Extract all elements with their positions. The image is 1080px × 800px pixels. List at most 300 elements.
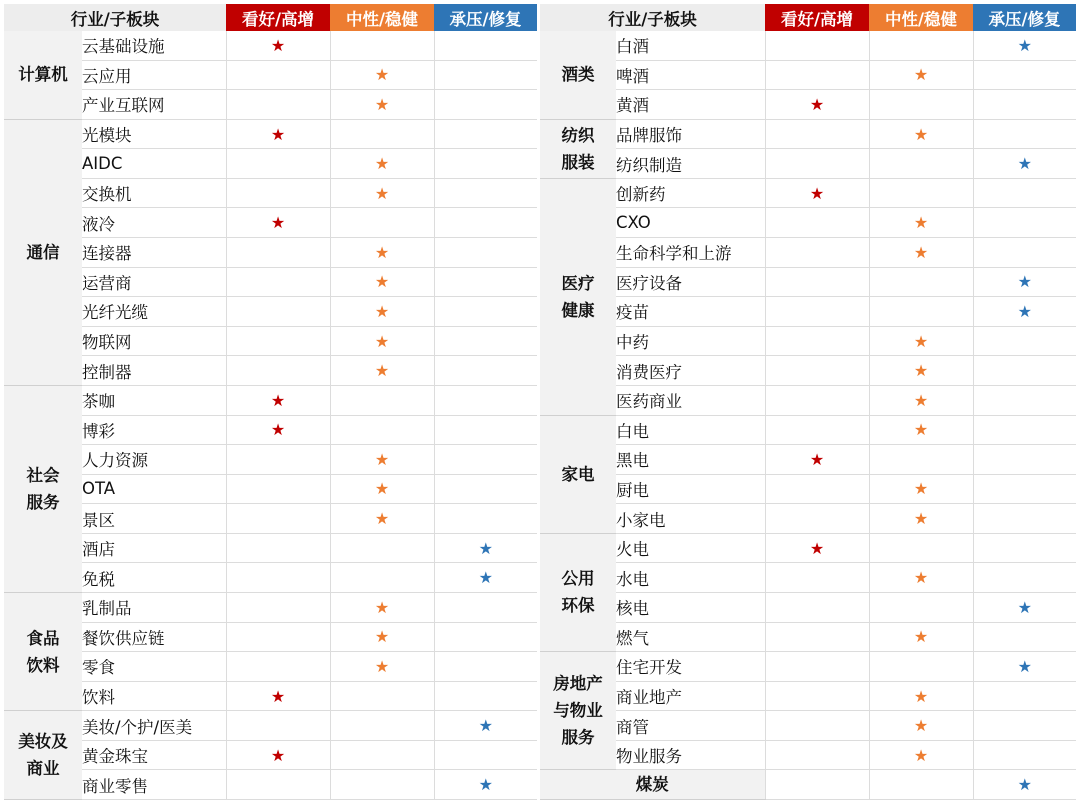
star-icon: ★ [374, 301, 390, 321]
rating-cell-neutral [869, 385, 973, 415]
table-row [540, 208, 1076, 238]
subsector-cell: 商管 [616, 711, 765, 741]
subsector-cell: 餐饮供应链 [82, 622, 226, 652]
rating-cell-bullish [226, 592, 330, 622]
rating-cell-neutral [330, 533, 434, 563]
rating-cell-neutral [869, 652, 973, 682]
star-icon: ★ [478, 716, 493, 736]
table-row [4, 652, 537, 682]
star-icon: ★ [1017, 154, 1032, 174]
rating-cell-bullish [765, 90, 869, 120]
rating-cell-neutral [330, 326, 434, 356]
rating-cell-bullish [765, 238, 869, 268]
star-icon: ★ [270, 686, 286, 706]
table-row [540, 474, 1076, 504]
star-icon: ★ [1017, 656, 1032, 676]
star-icon: ★ [913, 745, 929, 765]
rating-cell-neutral [330, 622, 434, 652]
table-row [4, 681, 537, 711]
rating-cell-bullish [226, 267, 330, 297]
subsector-cell: 免税 [82, 563, 226, 593]
star-icon: ★ [374, 331, 390, 351]
star-icon: ★ [270, 213, 286, 233]
table-row [540, 385, 1076, 415]
table-row [540, 178, 1076, 208]
rating-cell-pressure [434, 652, 537, 682]
rating-cell-pressure [973, 711, 1076, 741]
rating-cell-bullish [226, 60, 330, 90]
rating-cell-bullish [765, 652, 869, 682]
subsector-cell: 黄酒 [616, 90, 765, 120]
star-icon: ★ [1017, 35, 1032, 55]
rating-cell-pressure [973, 119, 1076, 149]
rating-cell-bullish [765, 31, 869, 60]
subsector-cell: 交换机 [82, 178, 226, 208]
table-row [4, 178, 537, 208]
star-icon: ★ [270, 745, 286, 765]
rating-cell-neutral [869, 770, 973, 800]
rating-cell-bullish [226, 622, 330, 652]
rating-cell-pressure [434, 238, 537, 268]
table-row [540, 31, 1076, 60]
rating-cell-bullish [226, 533, 330, 563]
rating-cell-bullish [226, 711, 330, 741]
star-icon: ★ [270, 124, 286, 144]
table-row [540, 740, 1076, 770]
rating-cell-bullish [765, 267, 869, 297]
rating-cell-bullish [765, 563, 869, 593]
rating-cell-bullish [765, 770, 869, 800]
rating-cell-neutral [330, 740, 434, 770]
rating-cell-bullish [765, 592, 869, 622]
subsector-cell: 火电 [616, 533, 765, 563]
star-icon: ★ [374, 272, 390, 292]
rating-cell-bullish [226, 326, 330, 356]
subsector-cell: 消费医疗 [616, 356, 765, 386]
rating-cell-pressure [973, 31, 1076, 60]
table-left [4, 4, 537, 800]
star-icon: ★ [1017, 272, 1032, 292]
rating-cell-pressure [973, 238, 1076, 268]
rating-cell-bullish [226, 740, 330, 770]
rating-cell-neutral [330, 238, 434, 268]
star-icon: ★ [478, 775, 493, 795]
rating-cell-bullish [226, 297, 330, 327]
rating-cell-bullish [226, 238, 330, 268]
rating-cell-neutral [869, 740, 973, 770]
star-icon: ★ [809, 538, 825, 558]
table-row [4, 119, 537, 149]
rating-cell-neutral [330, 504, 434, 534]
table-row [4, 770, 537, 800]
rating-cell-neutral [330, 445, 434, 475]
rating-cell-pressure [434, 681, 537, 711]
star-icon: ★ [270, 35, 286, 55]
rating-cell-bullish [765, 149, 869, 179]
header-bullish: 看好/高增 [226, 4, 330, 31]
rating-cell-neutral [869, 326, 973, 356]
rating-cell-pressure [973, 740, 1076, 770]
table-row [4, 474, 537, 504]
star-icon: ★ [374, 597, 390, 617]
rating-cell-bullish [765, 297, 869, 327]
subsector-cell: 小家电 [616, 504, 765, 534]
table-row [4, 297, 537, 327]
rating-cell-pressure [973, 445, 1076, 475]
category-cell: 食品 饮料 [4, 592, 82, 710]
star-icon: ★ [809, 183, 825, 203]
subsector-cell: 黑电 [616, 445, 765, 475]
rating-cell-pressure [973, 356, 1076, 386]
rating-cell-neutral [869, 445, 973, 475]
star-icon: ★ [270, 420, 286, 440]
table-row [540, 297, 1076, 327]
subsector-cell: 连接器 [82, 238, 226, 268]
subsector-cell: 啤酒 [616, 60, 765, 90]
rating-cell-pressure [434, 740, 537, 770]
rating-cell-neutral [330, 208, 434, 238]
rating-cell-pressure [434, 711, 537, 741]
table-row [540, 533, 1076, 563]
table-row [4, 592, 537, 622]
rating-cell-neutral [869, 297, 973, 327]
table-row [540, 445, 1076, 475]
star-icon: ★ [913, 213, 929, 233]
rating-cell-bullish [226, 445, 330, 475]
rating-cell-pressure [434, 474, 537, 504]
rating-cell-pressure [434, 119, 537, 149]
rating-cell-pressure [434, 297, 537, 327]
star-icon: ★ [913, 686, 929, 706]
subsector-cell: 物业服务 [616, 740, 765, 770]
rating-cell-pressure [434, 563, 537, 593]
rating-cell-bullish [765, 415, 869, 445]
rating-cell-neutral [330, 60, 434, 90]
rating-cell-neutral [330, 415, 434, 445]
star-icon: ★ [478, 568, 493, 588]
rating-cell-pressure [434, 208, 537, 238]
table-row [4, 149, 537, 179]
star-icon: ★ [913, 331, 929, 351]
category-cell: 社会 服务 [4, 385, 82, 592]
rating-cell-neutral [869, 533, 973, 563]
star-icon: ★ [374, 242, 390, 262]
star-icon: ★ [374, 627, 390, 647]
star-icon: ★ [913, 509, 929, 529]
rating-cell-bullish [765, 60, 869, 90]
table-row [4, 504, 537, 534]
rating-cell-neutral [869, 178, 973, 208]
rating-cell-pressure [434, 31, 537, 60]
subsector-cell: 博彩 [82, 415, 226, 445]
rating-cell-bullish [226, 563, 330, 593]
subsector-cell: 商业零售 [82, 770, 226, 800]
table-row [4, 445, 537, 475]
rating-cell-pressure [434, 178, 537, 208]
rating-cell-pressure [973, 385, 1076, 415]
rating-cell-bullish [765, 533, 869, 563]
rating-cell-bullish [765, 622, 869, 652]
table-row [540, 60, 1076, 90]
rating-cell-neutral [330, 178, 434, 208]
table-row [540, 622, 1076, 652]
star-icon: ★ [374, 449, 390, 469]
subsector-cell: 创新药 [616, 178, 765, 208]
rating-cell-pressure [973, 592, 1076, 622]
table-row [4, 60, 537, 90]
table-row [4, 356, 537, 386]
subsector-cell: 茶咖 [82, 385, 226, 415]
subsector-cell: 水电 [616, 563, 765, 593]
star-icon: ★ [374, 94, 390, 114]
subsector-cell: AIDC [82, 149, 226, 179]
rating-cell-neutral [330, 31, 434, 60]
category-cell: 酒类 [540, 31, 616, 119]
rating-cell-pressure [973, 267, 1076, 297]
star-icon: ★ [374, 65, 390, 85]
subsector-cell: 物联网 [82, 326, 226, 356]
rating-cell-neutral [869, 90, 973, 120]
star-icon: ★ [374, 479, 390, 499]
rating-cell-neutral [869, 119, 973, 149]
category-cell: 美妆及 商业 [4, 711, 82, 800]
table-row [4, 90, 537, 120]
rating-cell-bullish [765, 356, 869, 386]
rating-cell-neutral [869, 31, 973, 60]
table-row [540, 149, 1076, 179]
table-right [540, 4, 1076, 800]
rating-cell-bullish [765, 681, 869, 711]
star-icon: ★ [478, 538, 493, 558]
rating-cell-bullish [765, 474, 869, 504]
subsector-cell: 运营商 [82, 267, 226, 297]
header-industry: 行业/子板块 [540, 4, 765, 31]
rating-cell-bullish [765, 208, 869, 238]
rating-cell-pressure [973, 178, 1076, 208]
subsector-cell: 云应用 [82, 60, 226, 90]
category-cell: 家电 [540, 415, 616, 533]
table-row [4, 238, 537, 268]
table-row [4, 31, 537, 60]
rating-cell-neutral [330, 356, 434, 386]
star-icon: ★ [374, 183, 390, 203]
subsector-cell: 品牌服饰 [616, 119, 765, 149]
rating-cell-bullish [226, 385, 330, 415]
subsector-cell: 住宅开发 [616, 652, 765, 682]
rating-cell-pressure [973, 681, 1076, 711]
star-icon: ★ [374, 154, 390, 174]
table-row [4, 622, 537, 652]
table-row [4, 267, 537, 297]
subsector-cell: 生命科学和上游 [616, 238, 765, 268]
category-cell: 医疗 健康 [540, 178, 616, 415]
subsector-cell: 产业互联网 [82, 90, 226, 120]
rating-cell-neutral [869, 622, 973, 652]
subsector-cell: 核电 [616, 592, 765, 622]
rating-cell-bullish [765, 445, 869, 475]
rating-cell-pressure [434, 356, 537, 386]
table-row [540, 592, 1076, 622]
table-row [540, 119, 1076, 149]
header-pressure: 承压/修复 [434, 4, 537, 31]
subsector-cell: 厨电 [616, 474, 765, 504]
rating-cell-neutral [869, 208, 973, 238]
rating-cell-bullish [226, 356, 330, 386]
category-cell: 房地产 与物业 服务 [540, 652, 616, 770]
subsector-cell: 白酒 [616, 31, 765, 60]
subsector-cell: 零食 [82, 652, 226, 682]
rating-cell-pressure [973, 504, 1076, 534]
category-cell: 纺织 服装 [540, 119, 616, 178]
rating-cell-pressure [434, 149, 537, 179]
subsector-cell: 控制器 [82, 356, 226, 386]
rating-cell-neutral [330, 681, 434, 711]
rating-cell-bullish [765, 504, 869, 534]
table-row [4, 711, 537, 741]
rating-cell-neutral [330, 149, 434, 179]
star-icon: ★ [913, 124, 929, 144]
subsector-cell: 黄金珠宝 [82, 740, 226, 770]
rating-cell-pressure [434, 504, 537, 534]
rating-cell-neutral [330, 297, 434, 327]
rating-cell-bullish [226, 31, 330, 60]
rating-cell-neutral [869, 711, 973, 741]
table-row [4, 533, 537, 563]
header-pressure: 承压/修复 [973, 4, 1076, 31]
subsector-cell: 疫苗 [616, 297, 765, 327]
category-cell: 计算机 [4, 31, 82, 119]
subsector-cell: OTA [82, 474, 226, 504]
rating-cell-bullish [226, 90, 330, 120]
header-row [4, 4, 537, 31]
table-row [540, 563, 1076, 593]
rating-cell-pressure [434, 267, 537, 297]
star-icon: ★ [913, 716, 929, 736]
rating-cell-pressure [434, 533, 537, 563]
rating-cell-neutral [330, 652, 434, 682]
rating-cell-neutral [869, 474, 973, 504]
header-row [540, 4, 1076, 31]
subsector-cell: 景区 [82, 504, 226, 534]
rating-cell-neutral [869, 415, 973, 445]
rating-cell-pressure [973, 208, 1076, 238]
rating-cell-pressure [434, 385, 537, 415]
table-row [540, 90, 1076, 120]
rating-cell-neutral [330, 474, 434, 504]
rating-cell-pressure [973, 770, 1076, 800]
star-icon: ★ [374, 509, 390, 529]
rating-cell-neutral [330, 267, 434, 297]
rating-cell-pressure [973, 149, 1076, 179]
rating-cell-pressure [434, 445, 537, 475]
header-neutral: 中性/稳健 [330, 4, 434, 31]
rating-cell-bullish [226, 652, 330, 682]
star-icon: ★ [913, 479, 929, 499]
rating-cell-neutral [869, 563, 973, 593]
rating-cell-neutral [330, 563, 434, 593]
subsector-cell: 白电 [616, 415, 765, 445]
rating-cell-bullish [226, 149, 330, 179]
rating-cell-pressure [973, 533, 1076, 563]
subsector-cell: 中药 [616, 326, 765, 356]
table-row [4, 208, 537, 238]
subsector-cell: CXO [616, 208, 765, 238]
subsector-cell: 美妆/个护/医美 [82, 711, 226, 741]
subsector-cell: 饮料 [82, 681, 226, 711]
star-icon: ★ [374, 361, 390, 381]
rating-cell-bullish [226, 681, 330, 711]
category-cell: 通信 [4, 119, 82, 385]
rating-cell-pressure [434, 770, 537, 800]
rating-cell-pressure [434, 326, 537, 356]
subsector-cell: 乳制品 [82, 592, 226, 622]
subsector-cell: 纺织制造 [616, 149, 765, 179]
rating-cell-bullish [765, 119, 869, 149]
table-row [540, 504, 1076, 534]
rating-cell-pressure [973, 415, 1076, 445]
rating-cell-pressure [973, 652, 1076, 682]
rating-cell-bullish [765, 385, 869, 415]
star-icon: ★ [913, 242, 929, 262]
rating-cell-pressure [973, 297, 1076, 327]
rating-cell-bullish [226, 770, 330, 800]
rating-cell-neutral [330, 592, 434, 622]
table-row [540, 711, 1076, 741]
table-row [4, 563, 537, 593]
rating-cell-bullish [765, 326, 869, 356]
subsector-cell: 酒店 [82, 533, 226, 563]
rating-cell-neutral [869, 60, 973, 90]
rating-cell-pressure [973, 622, 1076, 652]
star-icon: ★ [913, 420, 929, 440]
category-cell: 煤炭 [540, 770, 765, 800]
star-icon: ★ [809, 94, 825, 114]
rating-cell-neutral [330, 711, 434, 741]
rating-cell-pressure [973, 563, 1076, 593]
rating-cell-pressure [973, 326, 1076, 356]
table-row [4, 385, 537, 415]
subsector-cell: 光模块 [82, 119, 226, 149]
table-row [540, 356, 1076, 386]
rating-cell-bullish [765, 178, 869, 208]
star-icon: ★ [1017, 597, 1032, 617]
rating-cell-pressure [973, 90, 1076, 120]
rating-cell-bullish [765, 711, 869, 741]
subsector-cell: 人力资源 [82, 445, 226, 475]
subsector-cell: 液冷 [82, 208, 226, 238]
table-row [540, 326, 1076, 356]
table-row [4, 326, 537, 356]
rating-cell-bullish [226, 119, 330, 149]
table-row [540, 652, 1076, 682]
subsector-cell: 云基础设施 [82, 31, 226, 60]
rating-cell-neutral [869, 681, 973, 711]
rating-cell-neutral [869, 504, 973, 534]
rating-cell-neutral [330, 119, 434, 149]
subsector-cell: 医药商业 [616, 385, 765, 415]
table-row [540, 770, 1076, 800]
rating-cell-neutral [869, 149, 973, 179]
table-row [4, 415, 537, 445]
table-row [540, 681, 1076, 711]
header-industry: 行业/子板块 [4, 4, 226, 31]
rating-cell-bullish [765, 740, 869, 770]
rating-cell-pressure [434, 622, 537, 652]
subsector-cell: 医疗设备 [616, 267, 765, 297]
star-icon: ★ [1017, 775, 1032, 795]
star-icon: ★ [913, 361, 929, 381]
rating-cell-bullish [226, 415, 330, 445]
